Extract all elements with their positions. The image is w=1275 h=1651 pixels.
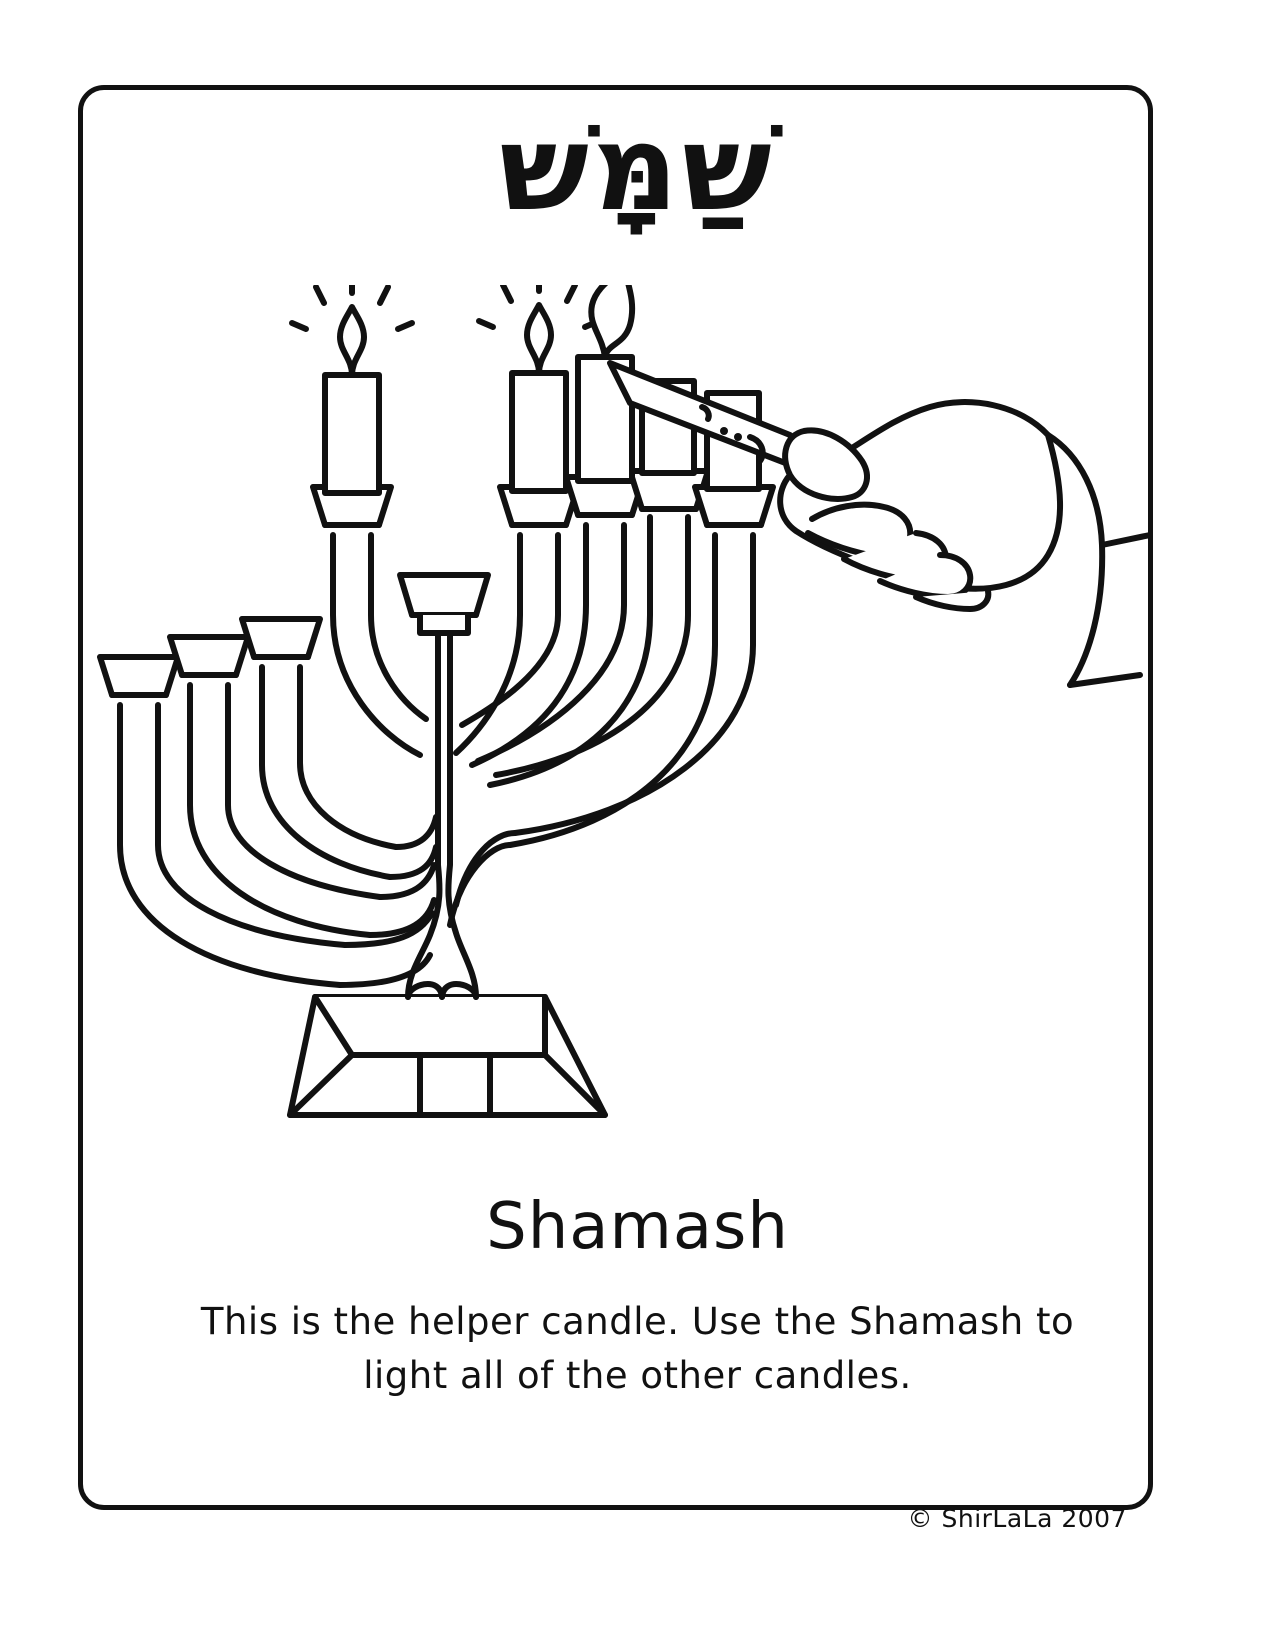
menorah-base-icon <box>290 997 605 1115</box>
candle-cups-left-icon <box>100 487 391 695</box>
menorah-illustration <box>90 285 1150 1165</box>
candle-cup-center-icon <box>400 575 488 633</box>
hebrew-word-title: שַׁמָּשׁ <box>499 99 776 237</box>
description-text: This is the helper candle. Use the Shamash to light all of the other candles. <box>200 1300 1075 1397</box>
page-title: Shamash <box>486 1190 789 1264</box>
copyright-notice: © ShirLaLa 2007 <box>907 1504 1127 1533</box>
menorah-arms-left-icon <box>120 535 436 985</box>
menorah-stem-icon <box>408 585 476 997</box>
candle-left-lit-icon <box>292 285 412 493</box>
menorah-arms-right-icon <box>450 517 753 925</box>
